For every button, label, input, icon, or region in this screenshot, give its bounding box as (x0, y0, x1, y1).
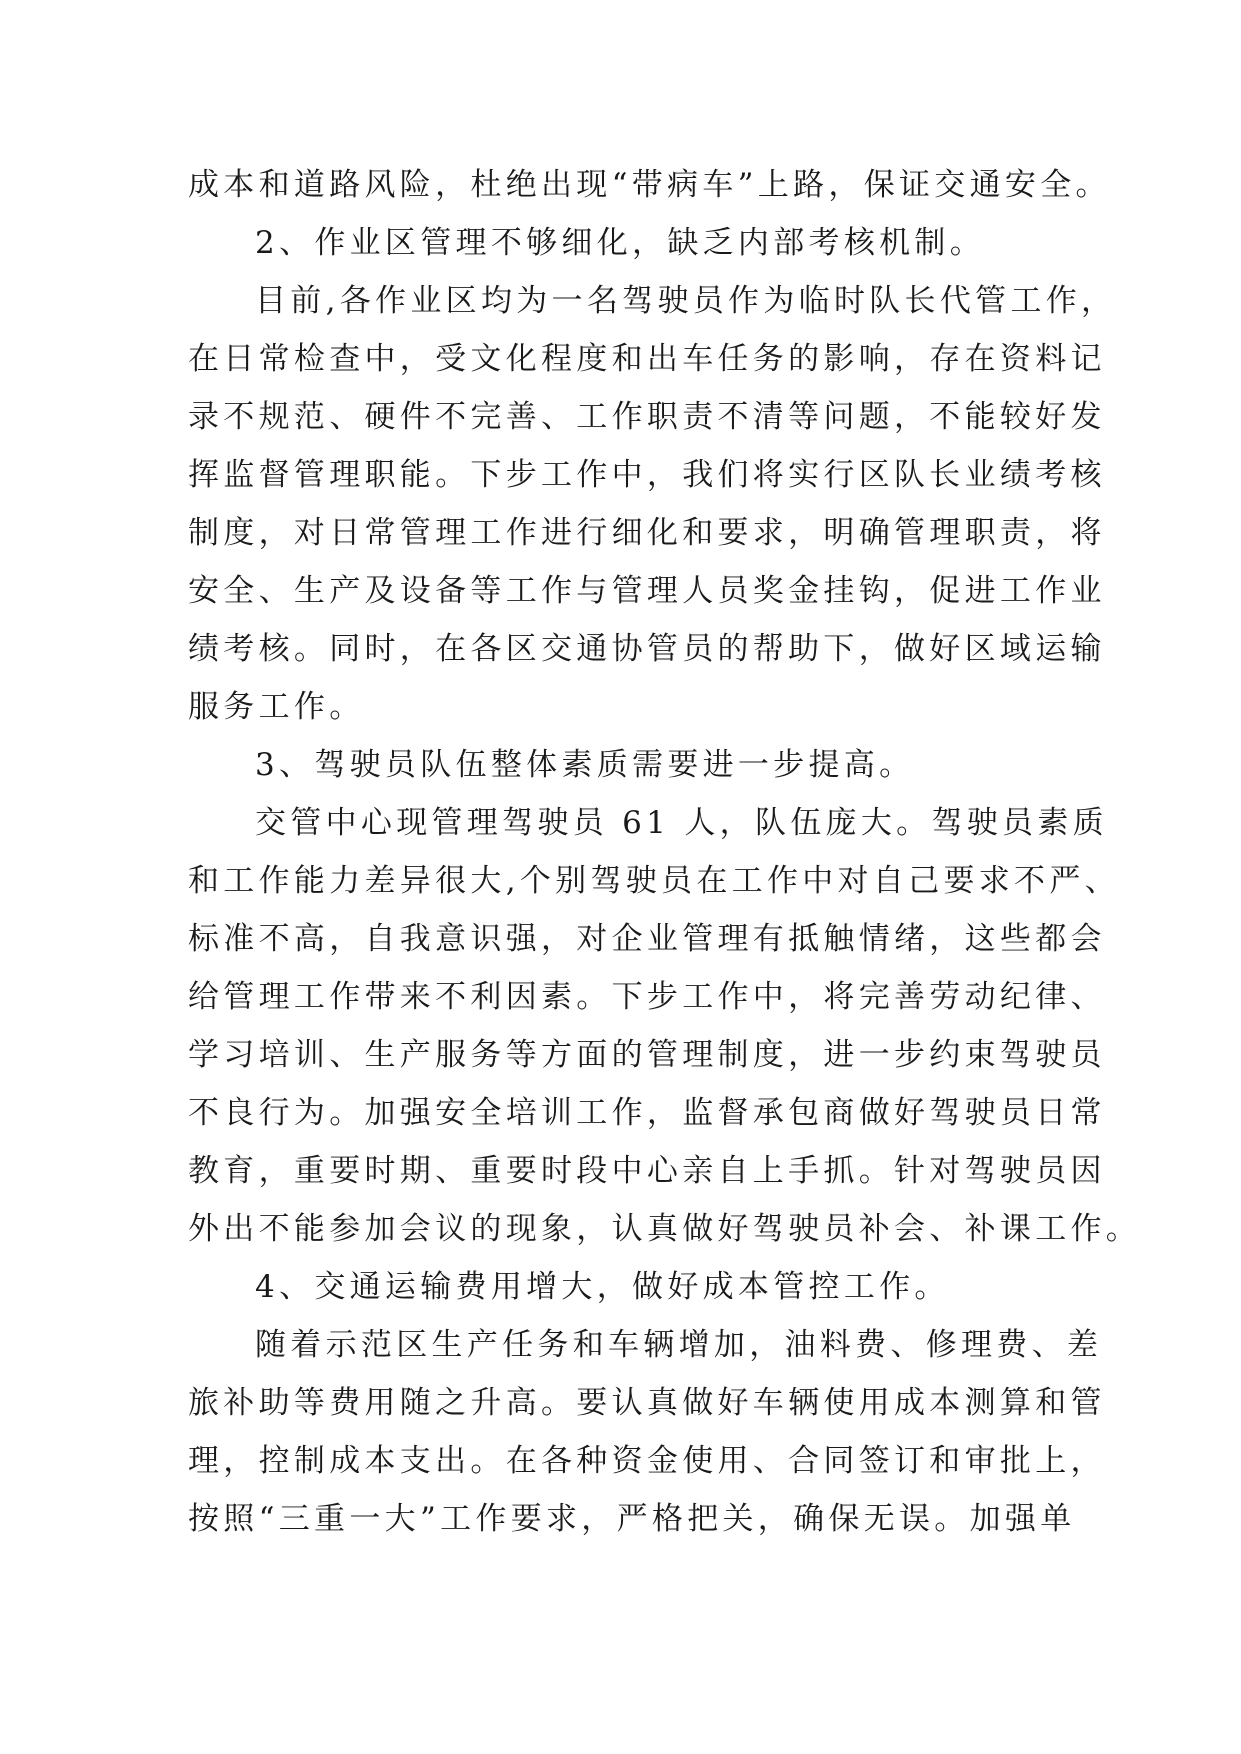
section-heading: 4、交通运输费用增大，做好成本管控工作。 (255, 1269, 950, 1305)
text-line: 和工作能力差异很大,个别驾驶员在工作中对自己要求不严、 (188, 863, 1120, 899)
text-line: 随着示范区生产任务和车辆增加，油料费、修理费、差 (255, 1327, 1103, 1363)
text-line: 目前,各作业区均为一名驾驶员作为临时队长代管工作， (255, 283, 1117, 319)
text-line: 录不规范、硬件不完善、工作职责不清等问题，不能较好发 (188, 399, 1106, 435)
text-line: 绩考核。同时，在各区交通协管员的帮助下，做好区域运输 (188, 631, 1106, 667)
text-line: 学习培训、生产服务等方面的管理制度，进一步约束驾驶员 (188, 1037, 1106, 1073)
text-line: 服务工作。 (188, 689, 365, 725)
text-line: 理，控制成本支出。在各种资金使用、合同签订和审批上， (188, 1443, 1106, 1479)
text-line: 交管中心现管理驾驶员 61 人，队伍庞大。驾驶员素质 (255, 805, 1108, 841)
text-line: 成本和道路风险，杜绝出现“带病车”上路，保证交通安全。 (188, 167, 1111, 203)
text-line: 标准不高，自我意识强，对企业管理有抵触情绪，这些都会 (188, 921, 1106, 957)
section-heading: 2、作业区管理不够细化，缺乏内部考核机制。 (255, 225, 986, 261)
section-heading: 3、驾驶员队伍整体素质需要进一步提高。 (255, 747, 915, 783)
text-line: 安全、生产及设备等工作与管理人员奖金挂钩，促进工作业 (188, 573, 1106, 609)
text-line: 外出不能参加会议的现象，认真做好驾驶员补会、补课工作。 (188, 1211, 1142, 1247)
text-line: 教育，重要时期、重要时段中心亲自上手抓。针对驾驶员因 (188, 1153, 1106, 1189)
text-line: 制度，对日常管理工作进行细化和要求，明确管理职责，将 (188, 515, 1106, 551)
text-line: 挥监督管理职能。下步工作中，我们将实行区队长业绩考核 (188, 457, 1106, 493)
text-line: 不良行为。加强安全培训工作，监督承包商做好驾驶员日常 (188, 1095, 1106, 1131)
text-line: 在日常检查中，受文化程度和出车任务的影响，存在资料记 (188, 341, 1106, 377)
text-line: 旅补助等费用随之升高。要认真做好车辆使用成本测算和管 (188, 1385, 1106, 1421)
text-line: 给管理工作带来不利因素。下步工作中，将完善劳动纪律、 (188, 979, 1106, 1015)
text-line: 按照“三重一大”工作要求，严格把关，确保无误。加强单 (188, 1501, 1076, 1537)
